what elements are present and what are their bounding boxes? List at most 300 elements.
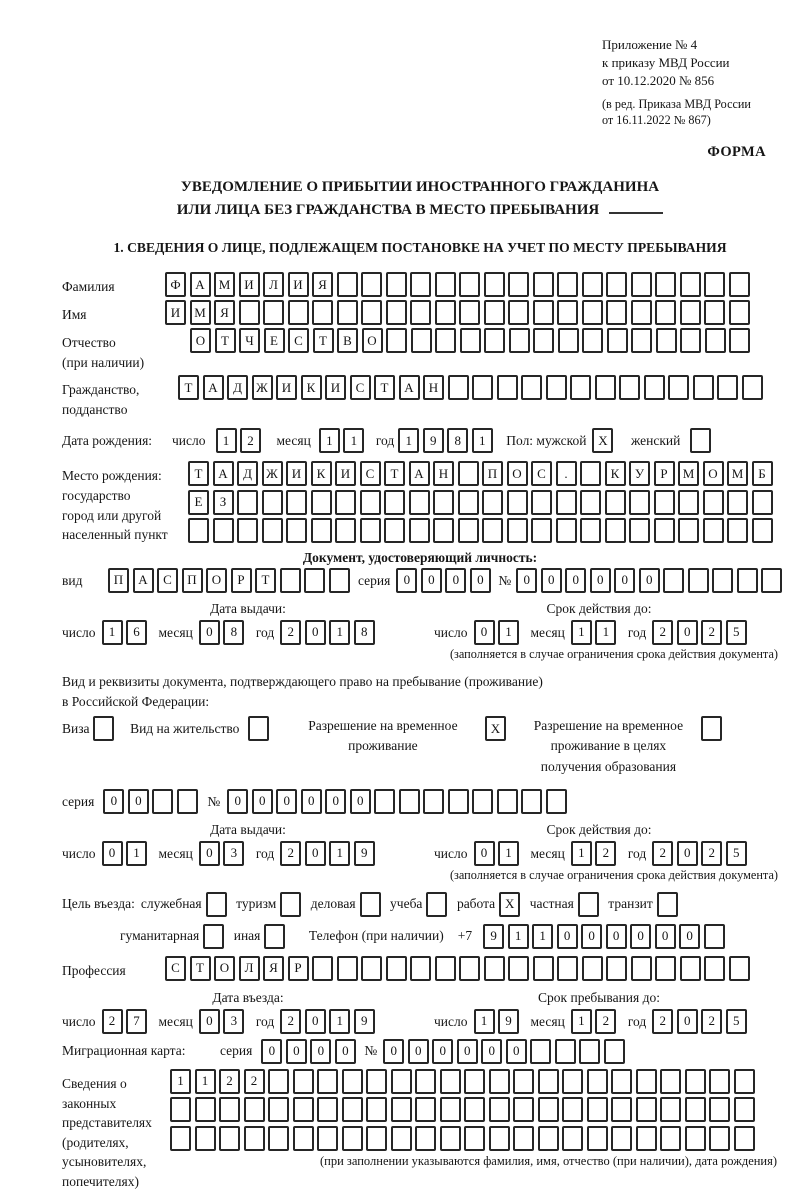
char-cell[interactable]: 3 [223,1009,244,1034]
char-cell[interactable] [742,375,763,400]
char-cell[interactable] [680,300,701,325]
char-cell[interactable] [521,789,542,814]
birthplace-row3-field[interactable] [188,518,776,543]
citizenship-field[interactable] [178,375,766,400]
char-cell[interactable] [654,490,675,515]
char-cell[interactable] [605,518,626,543]
char-cell[interactable]: Л [263,272,284,297]
char-cell[interactable] [244,1097,265,1122]
char-cell[interactable] [361,956,382,981]
char-cell[interactable]: Т [384,461,405,486]
char-cell[interactable] [288,300,309,325]
char-cell[interactable] [606,956,627,981]
char-cell[interactable] [213,518,234,543]
char-cell[interactable] [482,518,503,543]
char-cell[interactable] [459,300,480,325]
char-cell[interactable] [484,300,505,325]
char-cell[interactable] [703,518,724,543]
char-cell[interactable] [636,1097,657,1122]
patronymic-field[interactable] [190,328,754,353]
char-cell[interactable] [611,1097,632,1122]
permit-number-field[interactable] [227,789,570,814]
char-cell[interactable]: 5 [726,1009,747,1034]
char-cell[interactable] [663,568,684,593]
char-cell[interactable]: А [133,568,154,593]
char-cell[interactable] [337,956,358,981]
legal-reps-row1-field[interactable] [170,1069,777,1094]
char-cell[interactable]: М [727,461,748,486]
char-cell[interactable] [678,490,699,515]
char-cell[interactable] [237,518,258,543]
char-cell[interactable]: 0 [474,841,495,866]
char-cell[interactable] [533,300,554,325]
char-cell[interactable]: Л [239,956,260,981]
char-cell[interactable]: 2 [652,1009,673,1034]
char-cell[interactable] [557,300,578,325]
char-cell[interactable] [335,518,356,543]
char-cell[interactable] [703,490,724,515]
char-cell[interactable]: 0 [655,924,676,949]
char-cell[interactable]: 0 [383,1039,404,1064]
char-cell[interactable]: 0 [252,789,273,814]
char-cell[interactable]: А [203,375,224,400]
char-cell[interactable] [286,490,307,515]
iddoc-valid-month[interactable] [571,620,620,645]
char-cell[interactable] [729,272,750,297]
char-cell[interactable] [655,272,676,297]
char-cell[interactable] [170,1126,191,1151]
char-cell[interactable]: 7 [126,1009,147,1034]
char-cell[interactable]: О [703,461,724,486]
char-cell[interactable] [558,328,579,353]
char-cell[interactable] [656,328,677,353]
char-cell[interactable] [239,300,260,325]
stay-month[interactable] [571,1009,620,1034]
char-cell[interactable] [440,1097,461,1122]
char-cell[interactable]: С [360,461,381,486]
char-cell[interactable] [415,1069,436,1094]
char-cell[interactable]: Ф [165,272,186,297]
birthplace-row2-field[interactable] [188,490,776,515]
char-cell[interactable] [685,1069,706,1094]
char-cell[interactable] [531,518,552,543]
char-cell[interactable]: 8 [447,428,468,453]
char-cell[interactable] [578,892,599,917]
char-cell[interactable] [386,272,407,297]
char-cell[interactable] [262,490,283,515]
char-cell[interactable]: С [165,956,186,981]
char-cell[interactable]: О [214,956,235,981]
char-cell[interactable] [152,789,173,814]
char-cell[interactable] [513,1069,534,1094]
char-cell[interactable] [701,716,722,741]
char-cell[interactable] [268,1126,289,1151]
char-cell[interactable] [604,1039,625,1064]
char-cell[interactable] [546,375,567,400]
char-cell[interactable]: 0 [677,620,698,645]
char-cell[interactable]: Я [263,956,284,981]
char-cell[interactable] [195,1097,216,1122]
char-cell[interactable] [595,375,616,400]
char-cell[interactable] [660,1097,681,1122]
char-cell[interactable]: К [605,461,626,486]
char-cell[interactable]: Ж [252,375,273,400]
char-cell[interactable] [360,892,381,917]
char-cell[interactable] [538,1069,559,1094]
mc-series-field[interactable] [261,1039,359,1064]
char-cell[interactable]: С [288,328,309,353]
iddoc-valid-day[interactable] [474,620,523,645]
char-cell[interactable]: Ж [262,461,283,486]
char-cell[interactable]: 0 [335,1039,356,1064]
permit-series-field[interactable] [103,789,201,814]
char-cell[interactable]: Н [423,375,444,400]
legal-reps-row2-field[interactable] [170,1097,777,1122]
purpose-other-checkbox[interactable] [264,924,289,949]
char-cell[interactable]: 9 [423,428,444,453]
char-cell[interactable] [458,490,479,515]
char-cell[interactable]: 0 [677,841,698,866]
char-cell[interactable]: О [206,568,227,593]
char-cell[interactable] [497,375,518,400]
char-cell[interactable]: М [214,272,235,297]
char-cell[interactable] [508,272,529,297]
char-cell[interactable] [280,892,301,917]
char-cell[interactable] [557,956,578,981]
char-cell[interactable]: С [157,568,178,593]
char-cell[interactable]: 9 [354,841,375,866]
char-cell[interactable]: 0 [103,789,124,814]
birth-day-field[interactable] [216,428,265,453]
char-cell[interactable] [678,518,699,543]
char-cell[interactable] [587,1126,608,1151]
char-cell[interactable] [607,328,628,353]
char-cell[interactable] [435,300,456,325]
permit-valid-month[interactable] [571,841,620,866]
char-cell[interactable] [435,328,456,353]
char-cell[interactable]: К [311,461,332,486]
char-cell[interactable] [579,1039,600,1064]
char-cell[interactable]: 0 [286,1039,307,1064]
char-cell[interactable]: 0 [541,568,562,593]
char-cell[interactable]: Т [215,328,236,353]
char-cell[interactable]: 0 [474,620,495,645]
char-cell[interactable] [606,300,627,325]
char-cell[interactable] [761,568,782,593]
char-cell[interactable] [360,490,381,515]
char-cell[interactable]: 0 [227,789,248,814]
purpose-study-checkbox[interactable] [426,892,451,917]
char-cell[interactable]: 0 [310,1039,331,1064]
char-cell[interactable] [655,956,676,981]
char-cell[interactable] [391,1097,412,1122]
char-cell[interactable] [342,1126,363,1151]
char-cell[interactable] [415,1097,436,1122]
char-cell[interactable]: 2 [595,1009,616,1034]
char-cell[interactable]: Р [654,461,675,486]
char-cell[interactable] [337,272,358,297]
char-cell[interactable]: 0 [606,924,627,949]
char-cell[interactable] [605,490,626,515]
char-cell[interactable]: И [325,375,346,400]
char-cell[interactable] [737,568,758,593]
char-cell[interactable]: 0 [557,924,578,949]
stay-year[interactable] [652,1009,750,1034]
char-cell[interactable] [426,892,447,917]
char-cell[interactable] [533,272,554,297]
char-cell[interactable] [317,1126,338,1151]
char-cell[interactable]: 0 [677,1009,698,1034]
char-cell[interactable]: Р [288,956,309,981]
char-cell[interactable]: 1 [571,1009,592,1034]
char-cell[interactable]: Т [178,375,199,400]
char-cell[interactable] [464,1069,485,1094]
char-cell[interactable] [489,1126,510,1151]
char-cell[interactable]: И [286,461,307,486]
char-cell[interactable]: 0 [276,789,297,814]
char-cell[interactable]: А [409,461,430,486]
char-cell[interactable] [709,1097,730,1122]
char-cell[interactable]: 1 [498,620,519,645]
char-cell[interactable] [342,1069,363,1094]
char-cell[interactable]: 1 [329,1009,350,1034]
char-cell[interactable]: . [556,461,577,486]
char-cell[interactable] [657,892,678,917]
char-cell[interactable]: 0 [516,568,537,593]
char-cell[interactable] [482,490,503,515]
char-cell[interactable] [342,1097,363,1122]
sex-male-checkbox[interactable] [592,428,617,453]
char-cell[interactable] [293,1069,314,1094]
char-cell[interactable]: 0 [128,789,149,814]
char-cell[interactable]: Т [188,461,209,486]
char-cell[interactable] [472,375,493,400]
char-cell[interactable] [752,518,773,543]
char-cell[interactable]: Я [214,300,235,325]
char-cell[interactable]: 0 [679,924,700,949]
char-cell[interactable]: И [288,272,309,297]
char-cell[interactable] [644,375,665,400]
char-cell[interactable] [717,375,738,400]
char-cell[interactable] [293,1126,314,1151]
char-cell[interactable] [489,1069,510,1094]
visa-checkbox[interactable] [93,716,118,741]
char-cell[interactable] [562,1069,583,1094]
char-cell[interactable]: 0 [457,1039,478,1064]
char-cell[interactable]: К [301,375,322,400]
iddoc-issue-year[interactable] [280,620,378,645]
char-cell[interactable] [464,1097,485,1122]
char-cell[interactable]: И [276,375,297,400]
char-cell[interactable]: 2 [244,1069,265,1094]
char-cell[interactable]: 2 [240,428,261,453]
char-cell[interactable] [629,490,650,515]
permit-valid-day[interactable] [474,841,523,866]
char-cell[interactable] [386,956,407,981]
char-cell[interactable]: С [350,375,371,400]
char-cell[interactable] [562,1126,583,1151]
char-cell[interactable] [631,300,652,325]
birth-month-field[interactable] [319,428,368,453]
char-cell[interactable]: Т [313,328,334,353]
char-cell[interactable] [497,789,518,814]
char-cell[interactable] [557,272,578,297]
char-cell[interactable]: Т [374,375,395,400]
char-cell[interactable] [448,375,469,400]
char-cell[interactable]: 1 [571,841,592,866]
char-cell[interactable]: 9 [354,1009,375,1034]
char-cell[interactable] [509,328,530,353]
permit-valid-year[interactable] [652,841,750,866]
char-cell[interactable] [391,1069,412,1094]
char-cell[interactable] [268,1097,289,1122]
char-cell[interactable] [655,300,676,325]
char-cell[interactable] [705,328,726,353]
purpose-work-checkbox[interactable] [499,892,524,917]
char-cell[interactable] [556,490,577,515]
char-cell[interactable] [729,300,750,325]
char-cell[interactable]: 1 [571,620,592,645]
char-cell[interactable] [587,1069,608,1094]
char-cell[interactable]: 1 [195,1069,216,1094]
char-cell[interactable] [366,1069,387,1094]
char-cell[interactable] [366,1097,387,1122]
char-cell[interactable] [293,1097,314,1122]
char-cell[interactable]: 0 [408,1039,429,1064]
char-cell[interactable]: 6 [126,620,147,645]
char-cell[interactable] [690,428,711,453]
char-cell[interactable]: 1 [532,924,553,949]
char-cell[interactable] [360,518,381,543]
phone-field[interactable] [483,924,728,949]
char-cell[interactable] [508,956,529,981]
char-cell[interactable] [660,1069,681,1094]
char-cell[interactable]: 0 [102,841,123,866]
profession-field[interactable] [165,956,753,981]
char-cell[interactable] [704,300,725,325]
char-cell[interactable] [280,568,301,593]
char-cell[interactable]: 8 [354,620,375,645]
char-cell[interactable] [680,272,701,297]
char-cell[interactable] [459,956,480,981]
char-cell[interactable]: 1 [508,924,529,949]
char-cell[interactable]: 1 [216,428,237,453]
char-cell[interactable] [177,789,198,814]
char-cell[interactable]: 1 [329,841,350,866]
char-cell[interactable]: 0 [325,789,346,814]
char-cell[interactable]: 0 [421,568,442,593]
char-cell[interactable] [472,789,493,814]
char-cell[interactable]: 5 [726,841,747,866]
char-cell[interactable]: 0 [470,568,491,593]
char-cell[interactable] [458,461,479,486]
char-cell[interactable]: О [190,328,211,353]
stay-day[interactable] [474,1009,523,1034]
char-cell[interactable] [423,789,444,814]
char-cell[interactable] [489,1097,510,1122]
char-cell[interactable] [433,490,454,515]
char-cell[interactable] [312,956,333,981]
char-cell[interactable] [374,789,395,814]
char-cell[interactable] [237,490,258,515]
char-cell[interactable] [513,1097,534,1122]
char-cell[interactable]: 0 [432,1039,453,1064]
char-cell[interactable] [752,490,773,515]
char-cell[interactable] [582,300,603,325]
char-cell[interactable]: 2 [701,841,722,866]
char-cell[interactable] [727,518,748,543]
char-cell[interactable]: Б [752,461,773,486]
char-cell[interactable]: Д [227,375,248,400]
char-cell[interactable]: 0 [261,1039,282,1064]
char-cell[interactable] [484,272,505,297]
char-cell[interactable] [631,272,652,297]
char-cell[interactable] [448,789,469,814]
char-cell[interactable] [533,956,554,981]
purpose-tourism-checkbox[interactable] [280,892,305,917]
char-cell[interactable]: У [629,461,650,486]
purpose-business-checkbox[interactable] [360,892,385,917]
char-cell[interactable] [530,1039,551,1064]
char-cell[interactable] [248,716,269,741]
char-cell[interactable] [546,789,567,814]
char-cell[interactable] [337,300,358,325]
char-cell[interactable]: 2 [701,620,722,645]
char-cell[interactable]: 2 [595,841,616,866]
char-cell[interactable] [391,1126,412,1151]
char-cell[interactable]: Т [190,956,211,981]
char-cell[interactable]: О [507,461,528,486]
char-cell[interactable] [587,1097,608,1122]
entry-month[interactable] [199,1009,248,1034]
char-cell[interactable]: П [482,461,503,486]
char-cell[interactable]: 1 [102,620,123,645]
entry-day[interactable] [102,1009,151,1034]
name-field[interactable] [165,300,753,325]
char-cell[interactable]: З [213,490,234,515]
char-cell[interactable]: 0 [199,841,220,866]
char-cell[interactable]: 1 [498,841,519,866]
entry-year[interactable] [280,1009,378,1034]
char-cell[interactable] [582,328,603,353]
legal-reps-row3-field[interactable] [170,1126,777,1151]
edu-residence-checkbox[interactable] [701,716,726,741]
char-cell[interactable]: 1 [343,428,364,453]
char-cell[interactable] [654,518,675,543]
char-cell[interactable]: И [335,461,356,486]
char-cell[interactable] [484,328,505,353]
char-cell[interactable] [384,490,405,515]
char-cell[interactable] [636,1126,657,1151]
char-cell[interactable] [709,1126,730,1151]
iddoc-valid-year[interactable] [652,620,750,645]
char-cell[interactable] [507,518,528,543]
char-cell[interactable]: X [499,892,520,917]
char-cell[interactable]: 1 [170,1069,191,1094]
char-cell[interactable]: 0 [305,620,326,645]
char-cell[interactable] [555,1039,576,1064]
char-cell[interactable] [611,1069,632,1094]
char-cell[interactable] [312,300,333,325]
char-cell[interactable]: 0 [301,789,322,814]
char-cell[interactable] [507,490,528,515]
char-cell[interactable] [734,1069,755,1094]
char-cell[interactable] [631,956,652,981]
purpose-official-checkbox[interactable] [206,892,231,917]
birth-year-field[interactable] [398,428,496,453]
char-cell[interactable]: Е [188,490,209,515]
purpose-transit-checkbox[interactable] [657,892,682,917]
